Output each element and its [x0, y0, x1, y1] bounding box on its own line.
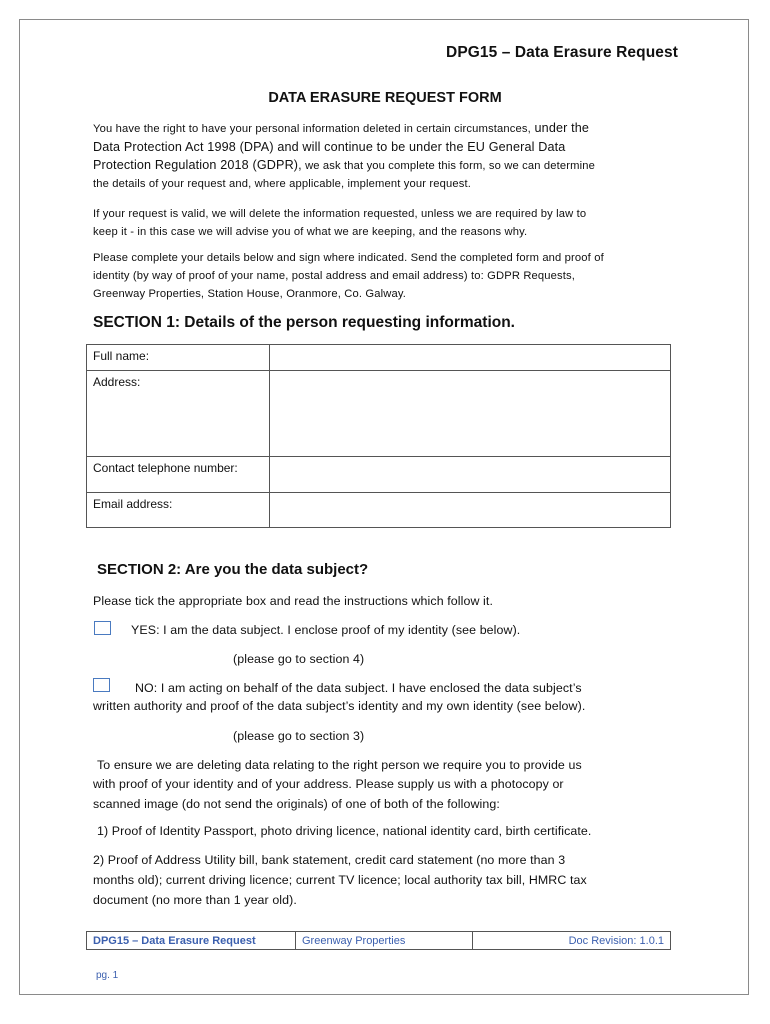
proof-of-identity: 1) Proof of Identity Passport, photo driving licence, national identity card, birth certificate. [97, 824, 592, 838]
table-row [87, 345, 671, 371]
footer-doc-code: DPG15 – Data Erasure Request [87, 932, 296, 950]
intro-paragraph-2: If your request is valid, we will delete the information requested, unless we are required by law to keep it - in this case we will advise you of what we are keeping, and the reasons why. [93, 208, 587, 238]
no-goto-text: (please go to section 3) [233, 729, 365, 743]
section-1-title: SECTION 1: Details of the person requesting information. [93, 314, 515, 331]
form-title: DATA ERASURE REQUEST FORM [268, 90, 502, 106]
details-table [86, 344, 671, 528]
footer-table [86, 931, 671, 950]
email-field[interactable] [270, 493, 671, 528]
proof-instructions: To ensure we are deleting data relating to the right person we require you to provide us [97, 758, 582, 772]
page-number: pg. 1 [96, 970, 119, 981]
full-name-label: Full name: [87, 345, 270, 371]
no-checkbox[interactable] [93, 678, 110, 692]
yes-checkbox[interactable] [94, 621, 111, 635]
telephone-field[interactable] [270, 457, 671, 493]
intro-paragraph-1: You have the right to have your personal information deleted in certain circumstances, under the Data Protection Act 1998 (DPA) and will continue to be under the EU General Data Protection Regulation 2018 (GDPR), we ask that you complete this form, so we can determine the details of your request and, where applicable, implement your request. [93, 121, 596, 190]
yes-goto-text: (please go to section 4) [233, 652, 365, 666]
full-name-field[interactable] [270, 345, 671, 371]
yes-option-text: YES: I am the data subject. I enclose proof of my identity (see below). [131, 623, 521, 637]
proof-instructions-cont: with proof of your identity and of your address. Please supply us with a photocopy or scanned image (do not send the originals) of one of both of the following: [93, 777, 564, 811]
email-label: Email address: [87, 493, 270, 528]
address-label: Address: [87, 371, 270, 457]
table-row [87, 371, 671, 457]
telephone-label: Contact telephone number: [87, 457, 270, 493]
section-2-title: SECTION 2: Are you the data subject? [97, 561, 369, 578]
no-option-line-2: written authority and proof of the data subject’s identity and my own identity (see below). [93, 699, 586, 713]
document-code: DPG15 – Data Erasure Request [446, 44, 678, 61]
table-row [87, 493, 671, 528]
footer-company: Greenway Properties [296, 932, 473, 950]
tick-instruction: Please tick the appropriate box and read the instructions which follow it. [93, 594, 493, 608]
proof-of-address: 2) Proof of Address Utility bill, bank statement, credit card statement (no more than 3 months old); current driving licence; current TV licence; local authority tax bill, HMRC tax document (no more than 1 year old). [93, 853, 587, 907]
intro-paragraph-3: Please complete your details below and sign where indicated. Send the completed form and proof of identity (by way of proof of your name, postal address and email address) to: GDPR Requests, Greenway Properties, Station House, Oranmore, Co. Galway. [93, 252, 604, 300]
footer-revision: Doc Revision: 1.0.1 [473, 932, 671, 950]
table-row [87, 457, 671, 493]
no-option-line-1: NO: I am acting on behalf of the data subject. I have enclosed the data subject’s [135, 681, 582, 695]
address-field[interactable] [270, 371, 671, 457]
